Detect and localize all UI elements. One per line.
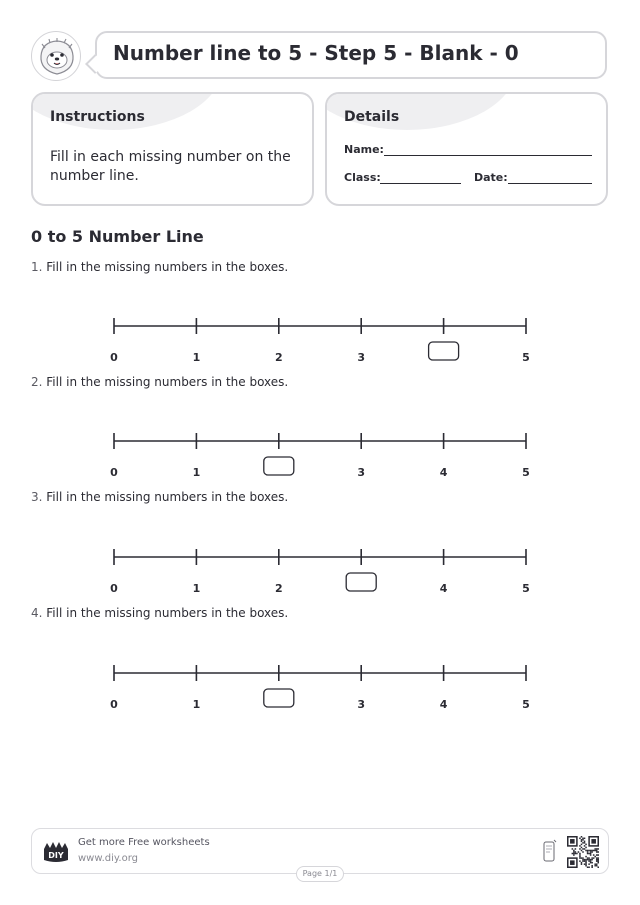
footer-url-link[interactable]: www.diy.org <box>78 853 138 864</box>
tick-label: 0 <box>110 698 118 711</box>
number-line-3 <box>0 541 640 611</box>
tick-label: 2 <box>274 351 283 364</box>
tick-label: 5 <box>522 698 530 711</box>
class-label: Class: <box>344 171 381 184</box>
answer-box[interactable] <box>429 342 459 360</box>
question-number: 4. <box>31 606 43 620</box>
page-title: Number line to 5 - Step 5 - Blank - 0 <box>113 41 519 65</box>
tick-label: 2 <box>274 582 283 595</box>
answer-box[interactable] <box>264 689 294 707</box>
instructions-card <box>31 92 314 206</box>
tick-label: 1 <box>192 466 201 479</box>
number-line-4 <box>0 657 640 727</box>
question-number: 3. <box>31 490 43 504</box>
tick-label: 1 <box>192 698 201 711</box>
instructions-title: Instructions <box>50 109 145 125</box>
answer-box[interactable] <box>264 457 294 475</box>
name-label: Name: <box>344 143 384 156</box>
question-number: 2. <box>31 375 43 389</box>
footer-promo[interactable]: Get more Free worksheets <box>78 837 210 848</box>
tick-label: 3 <box>357 698 366 711</box>
diy-logo-icon[interactable] <box>42 840 70 864</box>
section-title: 0 to 5 Number Line <box>31 227 204 246</box>
question-text: Fill in the missing numbers in the boxes. <box>46 260 289 274</box>
details-card <box>325 92 608 206</box>
tick-label: 1 <box>192 582 201 595</box>
number-line-1 <box>0 310 640 380</box>
diy-logo-text: DIY <box>48 851 64 860</box>
question-1-prompt <box>31 260 288 274</box>
class-field[interactable] <box>380 183 461 184</box>
date-label: Date: <box>474 171 508 184</box>
tick-label: 5 <box>522 466 530 479</box>
tick-label: 4 <box>439 466 448 479</box>
page-number: Page 1/1 <box>296 866 344 882</box>
tick-label: 0 <box>110 582 118 595</box>
question-4-prompt <box>31 606 288 620</box>
name-field[interactable] <box>384 155 592 156</box>
tick-label: 0 <box>110 466 118 479</box>
tick-label: 0 <box>110 351 118 364</box>
tick-label: 5 <box>522 351 530 364</box>
tick-label: 3 <box>357 351 366 364</box>
answer-box[interactable] <box>346 573 376 591</box>
question-2-prompt <box>31 375 288 389</box>
tick-label: 5 <box>522 582 530 595</box>
instructions-text: Fill in each missing number on the number line. <box>50 149 291 184</box>
tick-label: 4 <box>439 698 448 711</box>
date-field[interactable] <box>508 183 592 184</box>
tick-label: 3 <box>357 466 366 479</box>
qr-code-icon[interactable] <box>567 836 599 868</box>
tick-label: 4 <box>439 582 448 595</box>
question-text: Fill in the missing numbers in the boxes. <box>46 606 289 620</box>
number-line-2 <box>0 425 640 495</box>
question-3-prompt <box>31 490 288 504</box>
phone-icon <box>543 839 557 863</box>
details-title: Details <box>344 109 400 125</box>
question-text: Fill in the missing numbers in the boxes. <box>46 490 289 504</box>
question-number: 1. <box>31 260 43 274</box>
mascot-icon <box>31 31 81 81</box>
question-text: Fill in the missing numbers in the boxes. <box>46 375 289 389</box>
tick-label: 1 <box>192 351 201 364</box>
